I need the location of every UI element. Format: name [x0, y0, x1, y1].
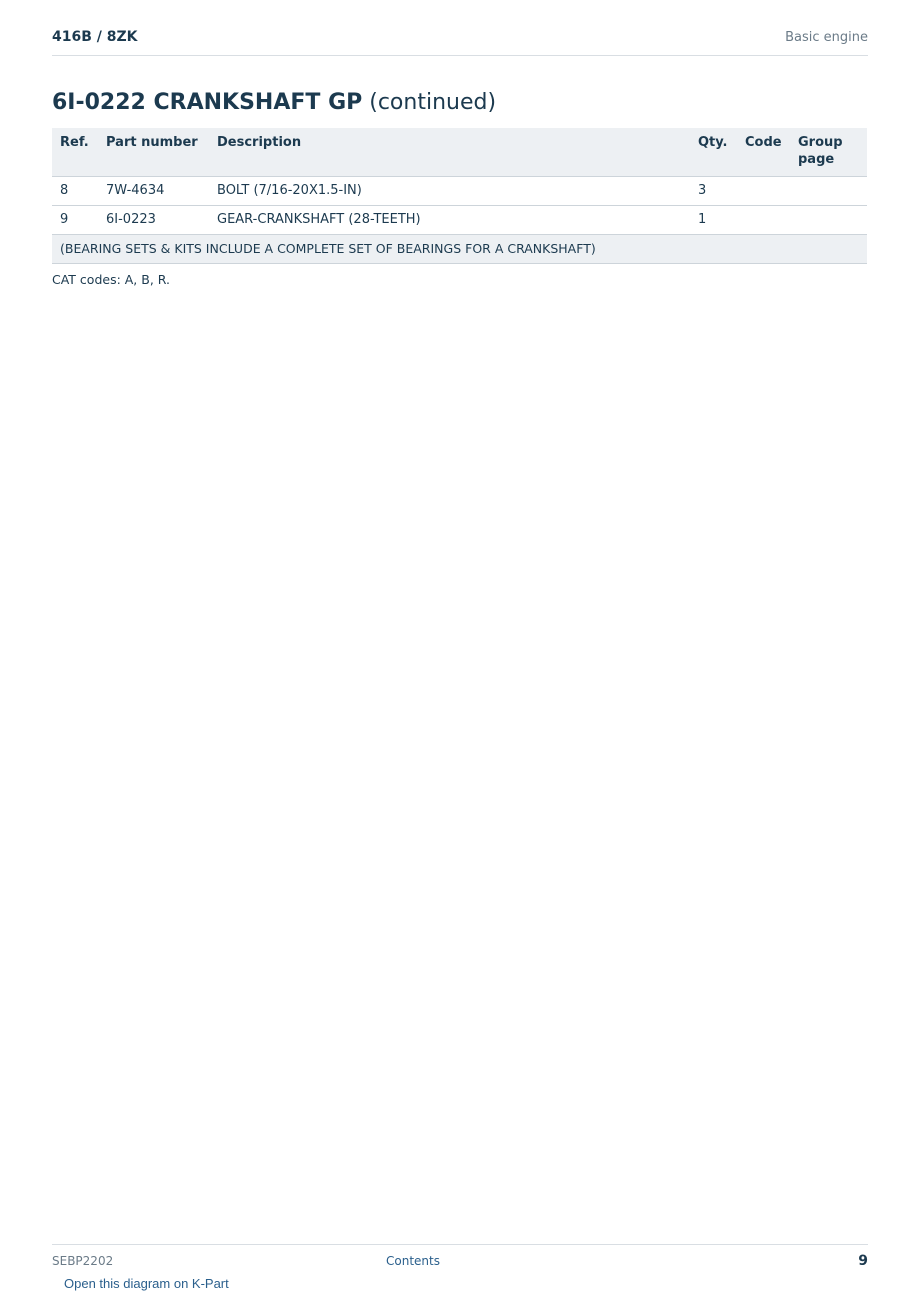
- page-header: [52, 28, 868, 56]
- cell-description: BOLT (7/16-20X1.5-IN): [209, 177, 690, 206]
- cell-group-page: [790, 177, 867, 206]
- cell-qty: 3: [690, 177, 737, 206]
- col-ref: Ref.: [52, 128, 98, 177]
- cell-ref: 9: [52, 206, 98, 235]
- parts-table: [52, 128, 867, 264]
- page-number: 9: [858, 1253, 868, 1269]
- model-label: 416B / 8ZK: [52, 29, 138, 45]
- cell-part-number: 7W-4634: [98, 177, 209, 206]
- cell-ref: 8: [52, 177, 98, 206]
- col-part-number: Part number: [98, 128, 209, 177]
- title-suffix: (continued): [369, 90, 497, 115]
- title-main: 6I-0222 CRANKSHAFT GP: [52, 90, 363, 115]
- kpart-link[interactable]: Open this diagram on K-Part: [64, 1276, 229, 1291]
- table-row: [52, 177, 867, 206]
- cell-description: GEAR-CRANKSHAFT (28-TEETH): [209, 206, 690, 235]
- cell-group-page: [790, 206, 867, 235]
- col-group-page: Group page: [790, 128, 867, 177]
- col-qty: Qty.: [690, 128, 737, 177]
- table-header-row: [52, 128, 867, 177]
- note-row: [52, 235, 867, 264]
- cell-code: [737, 177, 790, 206]
- cell-qty: 1: [690, 206, 737, 235]
- cell-code: [737, 206, 790, 235]
- table-note: (BEARING SETS & KITS INCLUDE A COMPLETE SET OF BEARINGS FOR A CRANKSHAFT): [52, 235, 867, 264]
- col-code: Code: [737, 128, 790, 177]
- contents-link[interactable]: Contents: [386, 1254, 440, 1268]
- cat-codes: CAT codes: A, B, R.: [52, 272, 170, 287]
- section-label: Basic engine: [785, 30, 868, 45]
- page-title: [52, 89, 496, 117]
- col-description: Description: [209, 128, 690, 177]
- document-id: SEBP2202: [52, 1254, 114, 1268]
- table-row: [52, 206, 867, 235]
- cell-part-number: 6I-0223: [98, 206, 209, 235]
